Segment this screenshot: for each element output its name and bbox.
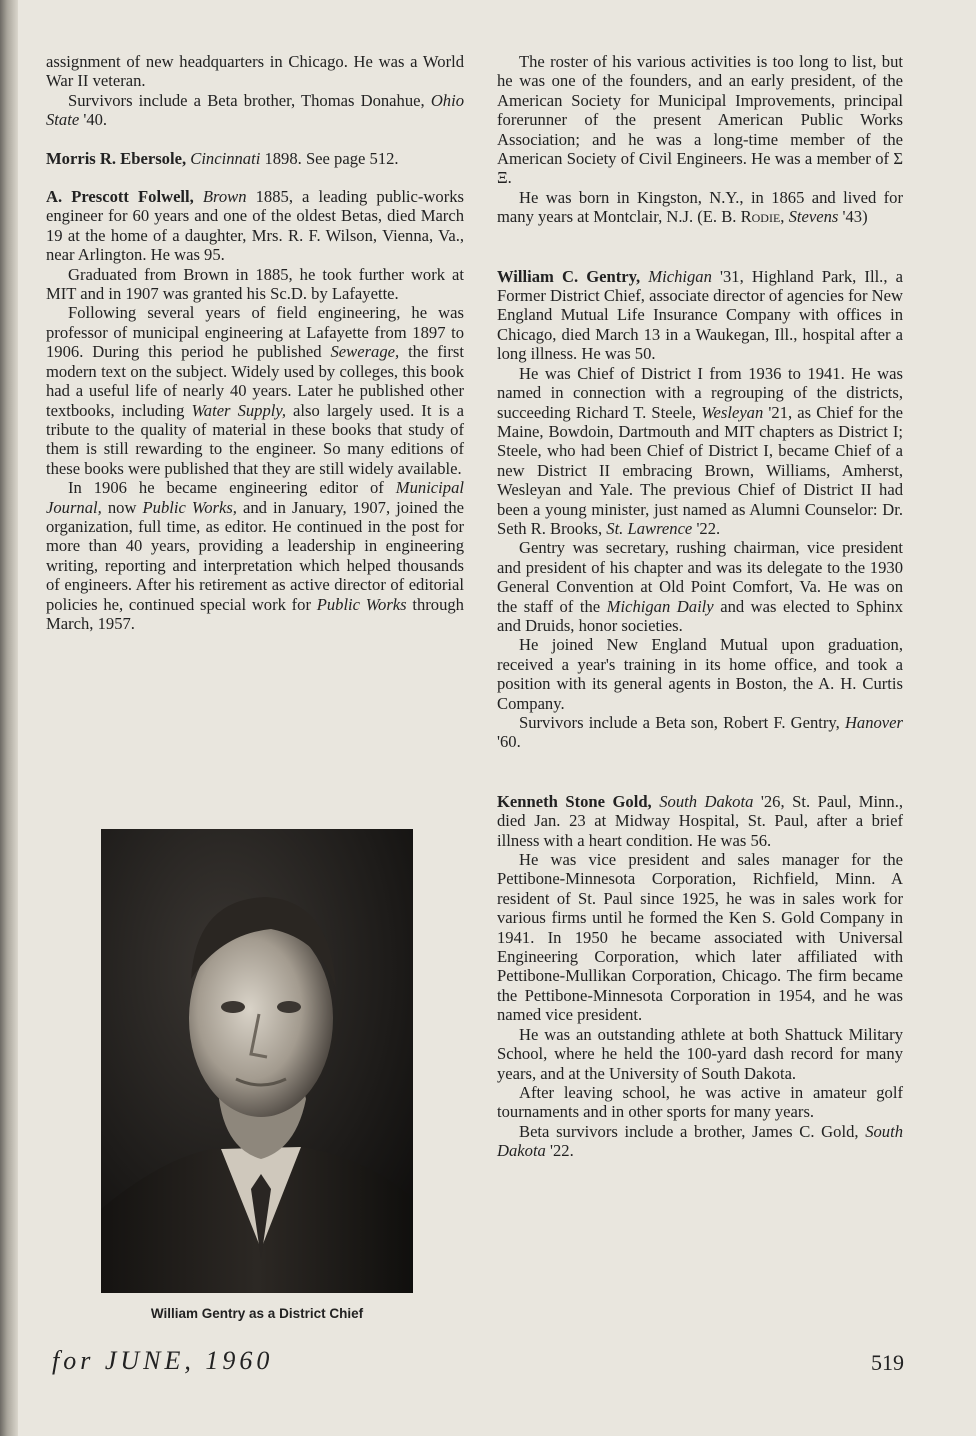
page-number: 519 (871, 1350, 904, 1375)
paragraph: He was born in Kingston, N.Y., in 1865 and lived for many years at Montclair, N.J. (E. B. Rodie, Stevens '43) (497, 187, 903, 227)
obituary-entry-ebersole: Morris R. Ebersole, Cincinnati 1898. See page 512. (46, 148, 399, 168)
page-binding-shadow (0, 0, 18, 1436)
paragraph: He was Chief of District I from 1936 to 1941. He was named in connection with a regrouping of the districts, succeeding Richard T. Steele, Wesleyan '21, as Chief for the Maine, Bowdoin, Dartmouth and MIT chapters as District I; Steele, who had been Chief of District I, became Chief of a new District II embracing Brown, Williams, Amherst, Wesleyan and Yale. The previous Chief of District II had been a young minister, just named as Alumni Counselor: Dr. Seth R. Brooks, St. Lawrence '22. (497, 363, 903, 538)
entry-name: William C. Gentry, (497, 266, 641, 286)
paragraph: Beta survivors include a brother, James C. Gold, South Dakota '22. (497, 1121, 903, 1161)
entry-name: Kenneth Stone Gold, (497, 791, 652, 811)
paragraph: In 1906 he became engineering editor of Municipal Journal, now Public Works, and in January, 1907, joined the organization, full time, as editor. He continued in the post for more than 40 years, providing a leadership in engineering writing, reporting and interpretation which helped thousands of engineers. After his retirement as active director of editorial policies he, continued special work for Public Works through March, 1957. (46, 478, 464, 633)
paragraph: Following several years of field engineering, he was professor of municipal engineering at Lafayette from 1897 to 1906. During this period he published Sewerage, the first modern text on the subject. Widely used by colleges, this book had a useful life of nearly 40 years. Later he published other textbooks, including Water Supply, also largely used. It is a tribute to the quality of material in these books that study of them is still rewarding to the engineer. So many editions of these books were published that they are still widely available. (46, 303, 464, 478)
entry-name: Morris R. Ebersole, (46, 148, 187, 168)
left-column (46, 52, 464, 633)
entry-name: A. Prescott Folwell, (46, 187, 194, 207)
portrait-photo (101, 829, 413, 1293)
photo-caption: William Gentry as a District Chief (150, 1306, 364, 1321)
paragraph: He joined New England Mutual upon graduation, received a year's training in its home office, and took a position with its general agents in Boston, the A. H. Curtis Company. (497, 635, 903, 713)
obituary-entry-gentry: William C. Gentry, Michigan '31, Highland Park, Ill., a Former District Chief, associate director of agencies for New England Mutual Life Insurance Company with offices in Chicago, died March 13 in a Waukegan, Ill., hospital after a long illness. He was 50. (497, 266, 903, 364)
paragraph: He was vice president and sales manager for the Pettibone-Minnesota Corporation, Richfield, Minn. A resident of St. Paul since 1925, he was in sales work for various firms until he formed the Ken S. Gold Company in 1941. In 1950 he became associated with Universal Engineering Corporation, which later affiliated with Pettibone-Mullikan Corporation, Chicago. The firm became the Pettibone-Minnesota Corporation in 1954, and he was named vice president. (497, 850, 903, 1025)
paragraph: After leaving school, he was active in amateur golf tournaments and in other sports for many years. (497, 1082, 903, 1122)
paragraph: He was an outstanding athlete at both Shattuck Military School, where he held the 100-yard dash record for many years, and at the University of South Dakota. (497, 1024, 903, 1083)
obituary-entry-gold: Kenneth Stone Gold, South Dakota '26, St. Paul, Minn., died Jan. 23 at Midway Hospital, St. Paul, after a brief illness with a heart condition. He was 56. (497, 791, 904, 850)
paragraph: assignment of new headquarters in Chicago. He was a World War II veteran. (46, 52, 464, 91)
magazine-issue-footer: for JUNE, 1960 (52, 1346, 274, 1375)
paragraph: Survivors include a Beta brother, Thomas Donahue, Ohio State '40. (46, 90, 464, 130)
paragraph: The roster of his various activities is too long to list, but he was one of the founders, and an early president, of the American Society for Municipal Improvements, principal forerunner of the present American Public Works Association; and he was a long-time member of the American Society of Civil Engineers. He was a member of Σ Ξ. (497, 52, 903, 188)
portrait-image (101, 829, 413, 1293)
obituary-entry-folwell: A. Prescott Folwell, Brown 1885, a leading public-works engineer for 60 years and one of the oldest Betas, died March 19 at the home of a daughter, Mrs. R. F. Wilson, Vienna, Va., near Arlington. He was 95. (46, 187, 464, 265)
paragraph: Graduated from Brown in 1885, he took further work at MIT and in 1907 was granted his Sc.D. by Lafayette. (46, 264, 464, 304)
right-column (497, 52, 903, 1161)
paragraph: Survivors include a Beta son, Robert F. Gentry, Hanover '60. (497, 713, 903, 752)
paragraph: Gentry was secretary, rushing chairman, vice president and president of his chapter and was its delegate to the 1930 General Convention at Old Point Comfort, Va. He was on the staff of the Michigan Daily and was elected to Sphinx and Druids, honor societies. (497, 538, 903, 635)
